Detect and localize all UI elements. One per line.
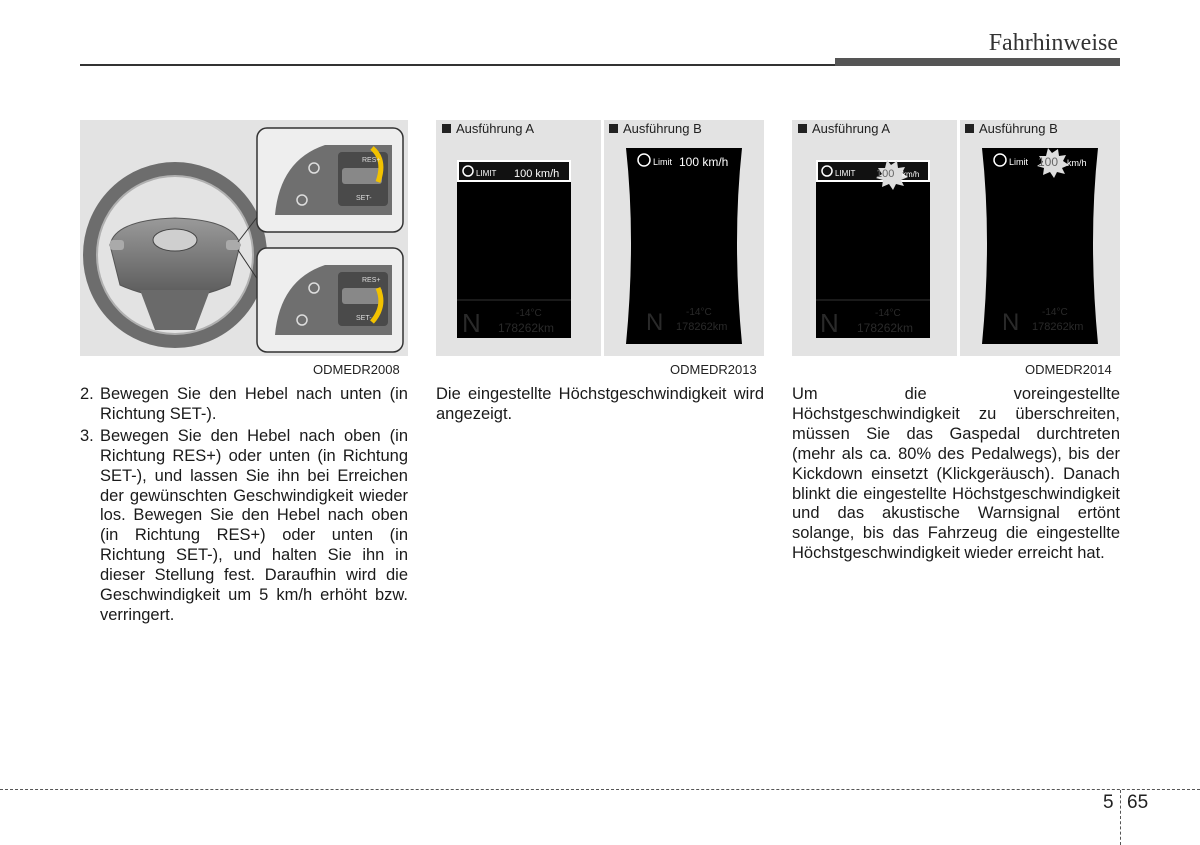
figure-caption: ODMEDR2014: [1025, 362, 1112, 377]
svg-text:N: N: [462, 308, 481, 338]
svg-text:100 km/h: 100 km/h: [514, 168, 560, 180]
svg-text:N: N: [820, 308, 839, 338]
display-b: [626, 148, 742, 344]
svg-text:km/h: km/h: [902, 170, 920, 179]
cluster-display-figure: [436, 120, 764, 356]
svg-text:Limit: Limit: [653, 157, 673, 167]
chapter-number: 5: [1103, 792, 1114, 813]
svg-text:-14°C: -14°C: [686, 307, 712, 318]
instructions-column: [80, 385, 408, 626]
svg-text:N: N: [1002, 309, 1020, 336]
svg-text:LIMIT: LIMIT: [835, 169, 856, 178]
header-rule-accent: [835, 58, 1120, 66]
list-item: 3. Bewegen Sie den Hebel nach oben (in Richtung RES+) oder unten (in Richtung SET-), und lassen Sie ihn bei Erreichen der gewünschten Geschwindigkeit wieder los. Bewegen Sie den Hebel nach oben (in Richtung RES+) oder unten (in Richtung SET-), und halten Sie ihn in dieser Stellung fest. Daraufhin wird die Geschwindigkeit um 5 km/h erhöht bzw. verringert.: [80, 426, 408, 624]
variant-a-label: Ausführung A: [798, 121, 890, 136]
brand-logo-icon: [153, 229, 197, 251]
svg-text:100: 100: [1038, 155, 1059, 169]
svg-text:178262km: 178262km: [1032, 321, 1084, 333]
res-plus-label: RES+: [362, 157, 381, 164]
cluster-display-illustration: [436, 120, 764, 356]
page-number: 65: [1127, 792, 1149, 813]
variant-b-label: Ausführung B: [965, 121, 1058, 136]
footer-rule: [0, 789, 1200, 790]
set-minus-label: SET-: [356, 315, 372, 322]
svg-text:100 km/h: 100 km/h: [679, 155, 729, 169]
svg-text:-14°C: -14°C: [1042, 307, 1068, 318]
svg-text:-14°C: -14°C: [516, 308, 542, 319]
svg-text:100: 100: [876, 168, 895, 180]
svg-text:km/h: km/h: [1067, 158, 1087, 168]
figure-caption: ODMEDR2008: [313, 362, 400, 377]
list-item: 2. Bewegen Sie den Hebel nach unten (in Richtung SET-).: [80, 385, 408, 423]
footer-separator: [1120, 790, 1121, 845]
res-plus-label: RES+: [362, 277, 381, 284]
steering-wheel-illustration: [80, 120, 408, 356]
svg-text:LIMIT: LIMIT: [476, 169, 497, 178]
display-b: [982, 148, 1098, 344]
variant-a-label: Ausführung A: [442, 121, 534, 136]
blinking-speed-figure: [792, 120, 1120, 356]
variant-b-label: Ausführung B: [609, 121, 702, 136]
svg-text:178262km: 178262km: [498, 321, 555, 335]
header-rule: [80, 64, 835, 66]
svg-text:178262km: 178262km: [676, 321, 728, 333]
running-header-title: Fahrhinweise: [988, 30, 1118, 56]
kickdown-paragraph: Um die voreingestellte Höchstgeschwindigkeit zu überschreiten, müssen Sie das Gaspedal durchtreten (mehr als ca. 80% des Pedalwegs), bis der Kickdown einsetzt (Klickgeräusch). Danach blinkt die eingestellte Höchstgeschwindigkeit und das akustische Warnsignal ertönt solange, bis das Fahrzeug die eingestellte Höchstgeschwindigkeit wieder erreicht hat.: [792, 385, 1120, 563]
blinking-speed-illustration: [792, 120, 1120, 356]
figure-caption: ODMEDR2013: [670, 362, 757, 377]
steering-wheel-figure: [80, 120, 408, 356]
svg-text:Limit: Limit: [1009, 157, 1029, 167]
display-note-paragraph: Die eingestellte Höchstgeschwindigkeit wird angezeigt.: [436, 385, 764, 423]
set-minus-label: SET-: [356, 195, 372, 202]
svg-text:N: N: [646, 309, 664, 336]
svg-text:178262km: 178262km: [857, 321, 914, 335]
svg-text:-14°C: -14°C: [875, 308, 901, 319]
instruction-list: [80, 385, 408, 626]
